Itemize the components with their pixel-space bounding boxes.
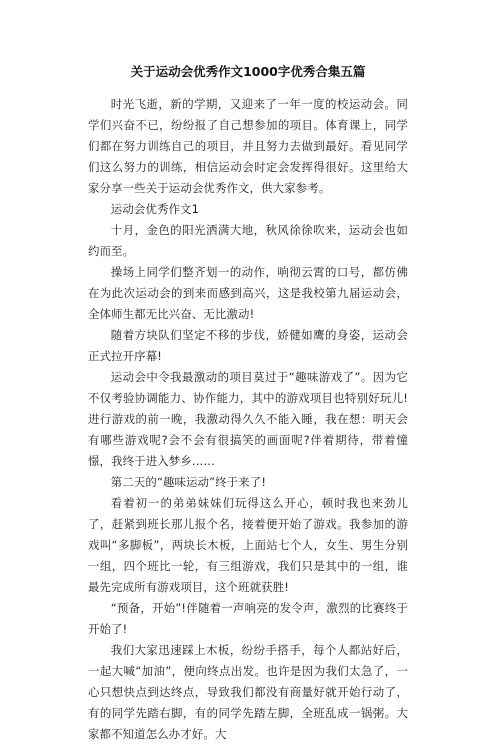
paragraph: 看着初一的弟弟妹妹们玩得这么开心，顿时我也来劲儿了，赶紧到班长那儿报个名，接着便开始了游戏。我参加的游戏叫“多脚板”，两块长木板，上面站七个人，女生、男生分别一组，四个班比一轮，有三组游戏，我们只是其中的一组，谁最先完成所有游戏项目，这个班就获胜! <box>88 496 408 594</box>
paragraph: 我们大家迅速踩上木板，纷纷手搭手，每个人都站好后，一起大喊“加油”，便向终点出发。也许是因为我们太急了，一心只想快点到达终点，导致我们都没有商量好就开始行动了，有的同学先踏右脚，有的同学先踏左脚，全班乱成一锅粥。大家都不知道怎么办才好。大 <box>88 643 408 741</box>
paragraph: 十月，金色的阳光洒满大地，秋风徐徐吹来，运动会也如约而至。 <box>88 223 408 258</box>
document-title: 关于运动会优秀作文1000字优秀合集五篇 <box>130 64 366 79</box>
paragraph-intro: 时光飞逝，新的学期，又迎来了一年一度的校运动会。同学们兴奋不已，纷纷报了自己想参加的项目。体育课上，同学们都在努力训练自己的项目，并且努力去做到最好。看见同学们这么努力的训练，相信运动会时定会发挥得很好。这里给大家分享一些关于运动会优秀作文，供大家参考。 <box>88 97 408 195</box>
paragraph: 第二天的“趣味运动”终于来了! <box>110 475 267 489</box>
section-heading: 运动会优秀作文1 <box>110 202 199 216</box>
paragraph: 运动会中令我最激动的项目莫过于“趣味游戏了”。因为它不仅考验协调能力、协作能力，其中的游戏项目也特别好玩儿!进行游戏的前一晚，我激动得久久不能入睡，我在想：明天会有哪些游戏呢?会不会有很搞笑的画面呢?伴着期待，带着憧憬，我终于进入梦乡…… <box>88 370 408 468</box>
paragraph: 操场上同学们整齐划一的动作，响彻云霄的口号，都仿佛在为此次运动会的到来而感到高兴，这是我校第九届运动会，全体师生都无比兴奋、无比激动! <box>88 265 408 321</box>
document-body <box>88 94 408 745</box>
paragraph: “预备，开始”!伴随着一声响亮的发令声，激烈的比赛终于开始了! <box>88 601 408 636</box>
paragraph: 随着方块队们坚定不移的步伐，娇健如鹰的身姿，运动会正式拉开序幕! <box>88 328 408 363</box>
